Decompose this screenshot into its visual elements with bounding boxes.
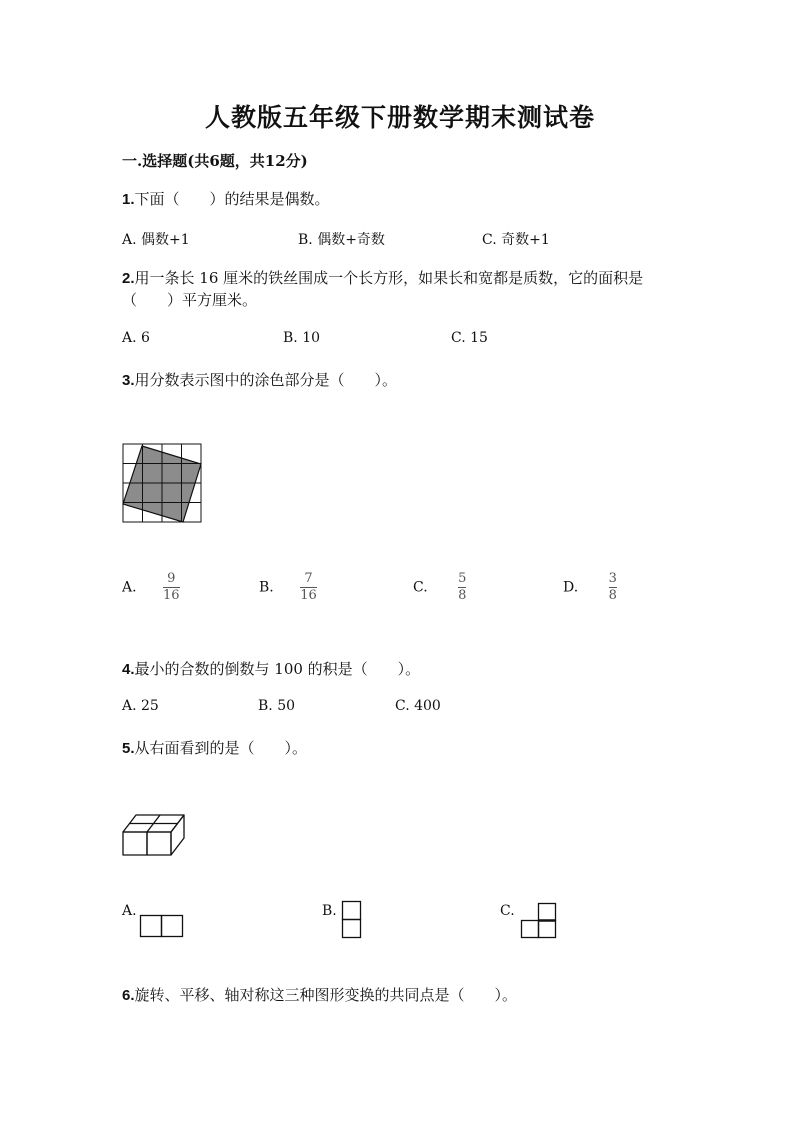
option-label: C. [500,903,515,919]
option-b[interactable] [259,572,317,603]
option-label: A. [122,579,137,596]
question-number: 3. [122,372,135,389]
denominator: 16 [163,588,180,603]
option-c[interactable]: C. 400 [395,698,441,714]
option-label: A. [122,903,137,919]
option-label: B. [259,579,274,596]
option-label: B. [322,903,337,919]
option-label: C. [413,579,428,596]
numerator: 9 [167,571,176,586]
question-text: 最小的合数的倒数与 100 的积是（ ）。 [134,660,421,678]
option-c[interactable]: C. 15 [451,330,488,346]
question-text: 用分数表示图中的涂色部分是（ ）。 [134,371,398,389]
option-c[interactable] [413,572,466,603]
option-b[interactable]: B. 50 [258,698,296,714]
denominator: 16 [300,588,317,603]
option-a[interactable]: A. 25 [122,698,159,714]
numerator: 7 [304,571,313,586]
section-heading: 一.选择题(共6题，共12分) [122,152,308,170]
option-b-figure [342,901,362,939]
denominator: 8 [458,588,467,603]
option-d[interactable] [563,572,617,603]
cube-figure [122,812,192,858]
question-3 [122,369,397,390]
question-number: 5. [122,740,135,757]
option-c[interactable]: C. 奇数+1 [482,232,550,248]
grid-figure [123,444,203,524]
question-4 [122,658,420,679]
numerator: 5 [458,571,467,586]
fraction [609,572,617,603]
question-text: 从右面看到的是（ ）。 [134,739,308,757]
fraction [458,572,466,603]
option-b[interactable]: B. 10 [283,330,321,346]
option-a[interactable]: A. 偶数+1 [122,232,190,248]
option-a[interactable] [122,572,180,603]
question-text-line1: 用一条长 16 厘米的铁丝围成一个长方形，如果长和宽都是质数，它的面积是 [134,269,644,287]
question-number: 1. [122,191,135,208]
option-a[interactable] [122,903,137,919]
option-label: D. [563,579,579,596]
question-6 [122,984,517,1005]
question-number: 4. [122,661,135,678]
question-text-line2: （ ）平方厘米。 [122,291,258,309]
question-1 [122,188,330,209]
denominator: 8 [608,588,617,603]
option-c-figure [520,903,558,939]
question-text: 下面（ ）的结果是偶数。 [134,190,330,208]
question-5 [122,737,307,758]
option-c[interactable] [500,903,515,919]
option-a[interactable]: A. 6 [122,330,150,346]
option-b[interactable]: B. 偶数+奇数 [298,232,385,248]
question-text: 旋转、平移、轴对称这三种图形变换的共同点是（ ）。 [134,986,518,1004]
option-b[interactable] [322,903,337,919]
option-a-figure [140,915,184,938]
fraction [163,572,180,603]
question-number: 6. [122,987,135,1004]
fraction [300,572,317,603]
question-2 [122,267,643,288]
numerator: 3 [608,571,617,586]
question-number: 2. [122,270,135,287]
page-title: 人教版五年级下册数学期末测试卷 [204,103,595,132]
